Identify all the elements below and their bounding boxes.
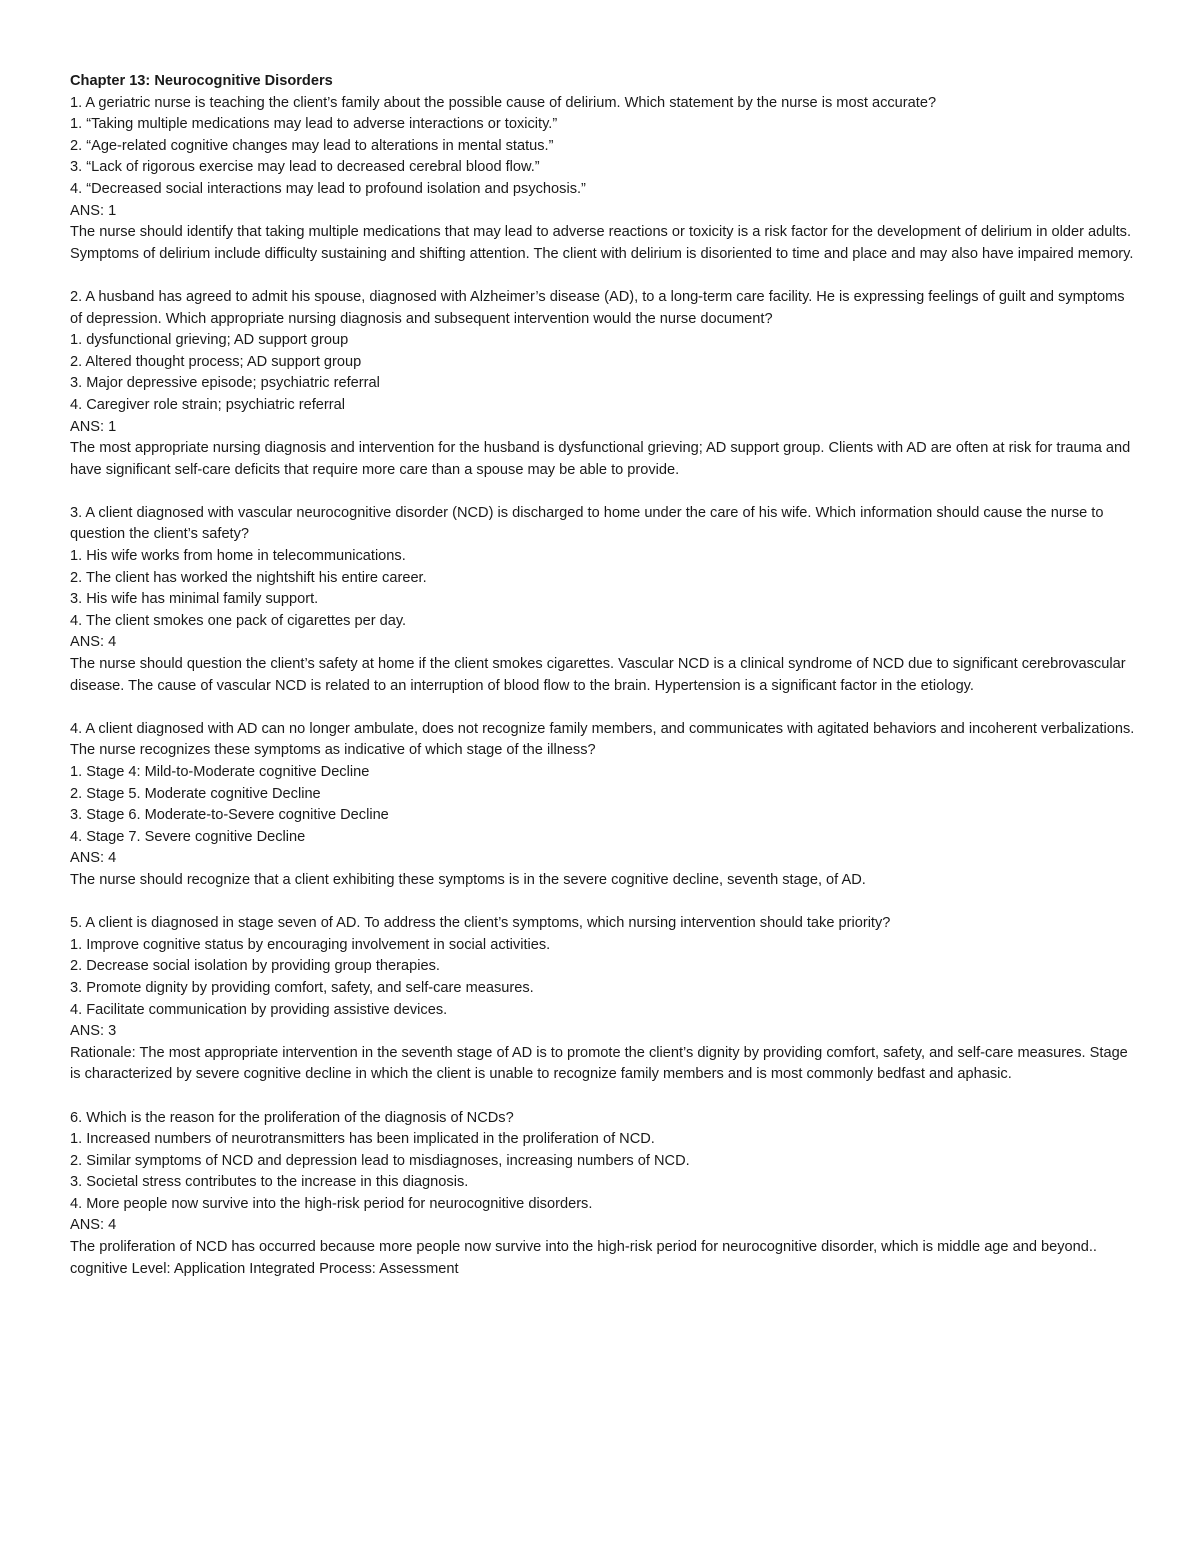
rationale-text: Rationale: The most appropriate intervention in the seventh stage of AD is to promote the client’s dignity by providing comfort, safety, and self-care measures. Stage is characterized by severe cognitive decline in which the client is unable to recognize family members and is most commonly bedfast and aphasic.	[70, 1044, 1128, 1083]
answer-option: 2. Decrease social isolation by providing group therapies.	[70, 958, 440, 975]
answer-option: 2. Stage 5. Moderate cognitive Decline	[70, 785, 321, 802]
rationale-text: The nurse should question the client’s safety at home if the client smokes cigarettes. Vascular NCD is a clinical syndrome of NCD due to significant cerebrovascular disease. The cause of vascular NCD is related to an interruption of blood flow to the brain. Hypertension is a significant factor in the etiology.	[70, 656, 1126, 694]
answer-option: 4. The client smokes one pack of cigarettes per day.	[70, 612, 407, 629]
chapter-title: Chapter 13: Neurocognitive Disorders	[70, 73, 333, 89]
answer-option: 1. His wife works from home in telecommunications.	[70, 548, 406, 565]
answer-option: 2. The client has worked the nightshift his entire career.	[70, 569, 427, 586]
question-2	[70, 287, 1140, 481]
answer-option: 2. “Age-related cognitive changes may lead to alterations in mental status.”	[70, 137, 554, 154]
answer-option: 3. Stage 6. Moderate-to-Severe cognitive Decline	[70, 807, 389, 824]
rationale-text: The nurse should identify that taking multiple medications that may lead to adverse reactions or toxicity is a risk factor for the development of delirium in older adults. Symptoms of delirium include difficulty sustaining and shifting attention. The client with delirium is disoriented to time and place and may also have impaired memory.	[70, 224, 1134, 262]
answer-option: 1. Increased numbers of neurotransmitters has been implicated in the proliferation of NCD.	[70, 1131, 655, 1148]
question-1	[70, 93, 1140, 266]
answer-option: 3. “Lack of rigorous exercise may lead to decreased cerebral blood flow.”	[70, 159, 540, 176]
answer-key: ANS: 4	[70, 850, 117, 867]
question-6	[70, 1108, 1140, 1281]
question-stem: 5. A client is diagnosed in stage seven of AD. To address the client’s symptoms, which nursing intervention should take priority?	[70, 915, 891, 932]
question-stem: 1. A geriatric nurse is teaching the client’s family about the possible cause of delirium. Which statement by the nurse is most accurate?	[70, 94, 937, 111]
answer-option: 1. “Taking multiple medications may lead to adverse interactions or toxicity.”	[70, 116, 558, 133]
answer-option: 2. Similar symptoms of NCD and depression lead to misdiagnoses, increasing numbers of NCD.	[70, 1152, 690, 1169]
answer-key: ANS: 1	[70, 418, 117, 435]
answer-option: 1. Improve cognitive status by encouraging involvement in social activities.	[70, 936, 551, 953]
question-stem: 3. A client diagnosed with vascular neurocognitive disorder (NCD) is discharged to home under the care of his wife. Which information should cause the nurse to question the client’s safety?	[70, 504, 1104, 543]
answer-key: ANS: 4	[70, 634, 117, 651]
answer-option: 4. “Decreased social interactions may lead to profound isolation and psychosis.”	[70, 180, 586, 197]
question-stem: 6. Which is the reason for the proliferation of the diagnosis of NCDs?	[70, 1109, 514, 1126]
answer-option: 4. More people now survive into the high-risk period for neurocognitive disorders.	[70, 1195, 593, 1212]
rationale-text: The most appropriate nursing diagnosis and intervention for the husband is dysfunctional grieving; AD support group. Clients with AD are often at risk for trauma and have significant self-care deficits that require more care than a spouse may be able to provide.	[70, 440, 1131, 478]
question-4	[70, 719, 1140, 892]
answer-option: 3. Promote dignity by providing comfort, safety, and self-care measures.	[70, 979, 534, 996]
answer-option: 2. Altered thought process; AD support group	[70, 353, 362, 370]
question-stem: 4. A client diagnosed with AD can no longer ambulate, does not recognize family members, and communicates with agitated behaviors and incoherent verbalizations. The nurse recognizes these symptoms as indicative of which stage of the illness?	[70, 720, 1135, 759]
answer-option: 3. His wife has minimal family support.	[70, 591, 319, 608]
question-stem: 2. A husband has agreed to admit his spouse, diagnosed with Alzheimer’s disease (AD), to a long-term care facility. He is expressing feelings of guilt and symptoms of depression. Which appropriate nursing diagnosis and subsequent intervention would the nurse document?	[70, 288, 1125, 327]
question-5	[70, 913, 1140, 1086]
answer-option: 4. Facilitate communication by providing assistive devices.	[70, 1001, 448, 1018]
answer-option: 3. Major depressive episode; psychiatric referral	[70, 375, 380, 392]
answer-option: 4. Stage 7. Severe cognitive Decline	[70, 828, 306, 845]
question-3	[70, 503, 1140, 697]
answer-option: 1. Stage 4: Mild-to-Moderate cognitive Decline	[70, 764, 370, 780]
answer-option: 1. dysfunctional grieving; AD support group	[70, 332, 349, 349]
document-page	[70, 71, 1140, 1302]
answer-option: 3. Societal stress contributes to the increase in this diagnosis.	[70, 1174, 469, 1191]
answer-key: ANS: 4	[70, 1217, 117, 1234]
rationale-text: The proliferation of NCD has occurred because more people now survive into the high-risk period for neurocognitive disorder, which is middle age and beyond.. cognitive Level: Application Integrated Process: Assessment	[70, 1239, 1097, 1277]
answer-key: ANS: 1	[70, 202, 117, 219]
answer-option: 4. Caregiver role strain; psychiatric referral	[70, 396, 345, 413]
answer-key: ANS: 3	[70, 1023, 117, 1040]
rationale-text: The nurse should recognize that a client exhibiting these symptoms is in the severe cognitive decline, seventh stage, of AD.	[70, 871, 866, 888]
